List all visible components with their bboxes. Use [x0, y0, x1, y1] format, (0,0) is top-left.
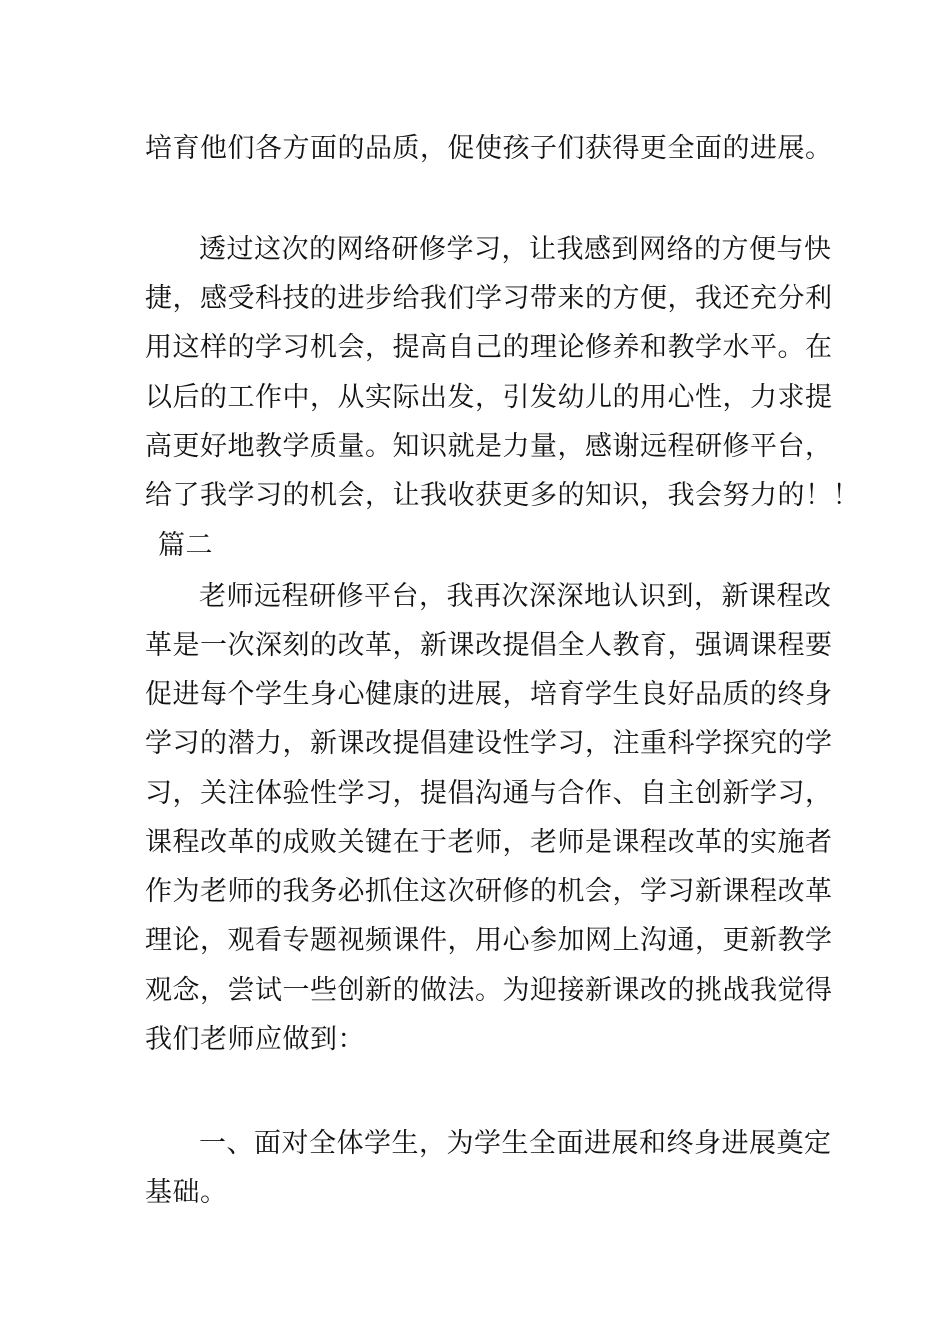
paragraph-line: 学习的潜力，新课改提倡建设性学习，注重科学探究的学 [145, 728, 833, 759]
paragraph-line: 以后的工作中，从实际出发，引发幼儿的用心性，力求提 [145, 382, 833, 413]
paragraph-line: 高更好地教学质量。知识就是力量，感谢远程研修平台， [145, 431, 833, 462]
paragraph-line: 理论，观看专题视频课件，用心参加网上沟通，更新教学 [145, 925, 833, 956]
paragraph-line: 观念，尝试一些创新的做法。为迎接新课改的挑战我觉得 [145, 975, 833, 1006]
paragraph-line: 习，关注体验性学习，提倡沟通与合作、自主创新学习， [145, 778, 833, 809]
section-heading: 篇二 [158, 530, 213, 561]
paragraph-line: 促进每个学生身心健康的进展，培育学生良好品质的终身 [145, 679, 833, 710]
paragraph-line: 老师远程研修平台，我再次深深地认识到，新课程改 [199, 581, 832, 612]
paragraph-line: 给了我学习的机会，让我收获更多的知识，我会努力的！！ [145, 480, 860, 511]
paragraph-line: 革是一次深刻的改革，新课改提倡全人教育，强调课程要 [145, 630, 833, 661]
paragraph-line: 课程改革的成败关键在于老师，老师是课程改革的实施者 [145, 827, 833, 858]
paragraph-line: 捷，感受科技的进步给我们学习带来的方便，我还充分利 [145, 283, 833, 314]
paragraph-line: 用这样的学习机会，提高自己的理论修养和教学水平。在 [145, 332, 833, 363]
paragraph-line: 基础。 [145, 1177, 228, 1208]
paragraph-line: 培育他们各方面的品质，促使孩子们获得更全面的进展。 [145, 133, 833, 164]
paragraph-line: 作为老师的我务必抓住这次研修的机会，学习新课程改革 [145, 876, 833, 907]
paragraph-line: 一、面对全体学生，为学生全面进展和终身进展奠定 [199, 1128, 832, 1159]
paragraph-line: 透过这次的网络研修学习，让我感到网络的方便与快 [199, 234, 832, 265]
paragraph-line: 我们老师应做到： [145, 1024, 365, 1055]
